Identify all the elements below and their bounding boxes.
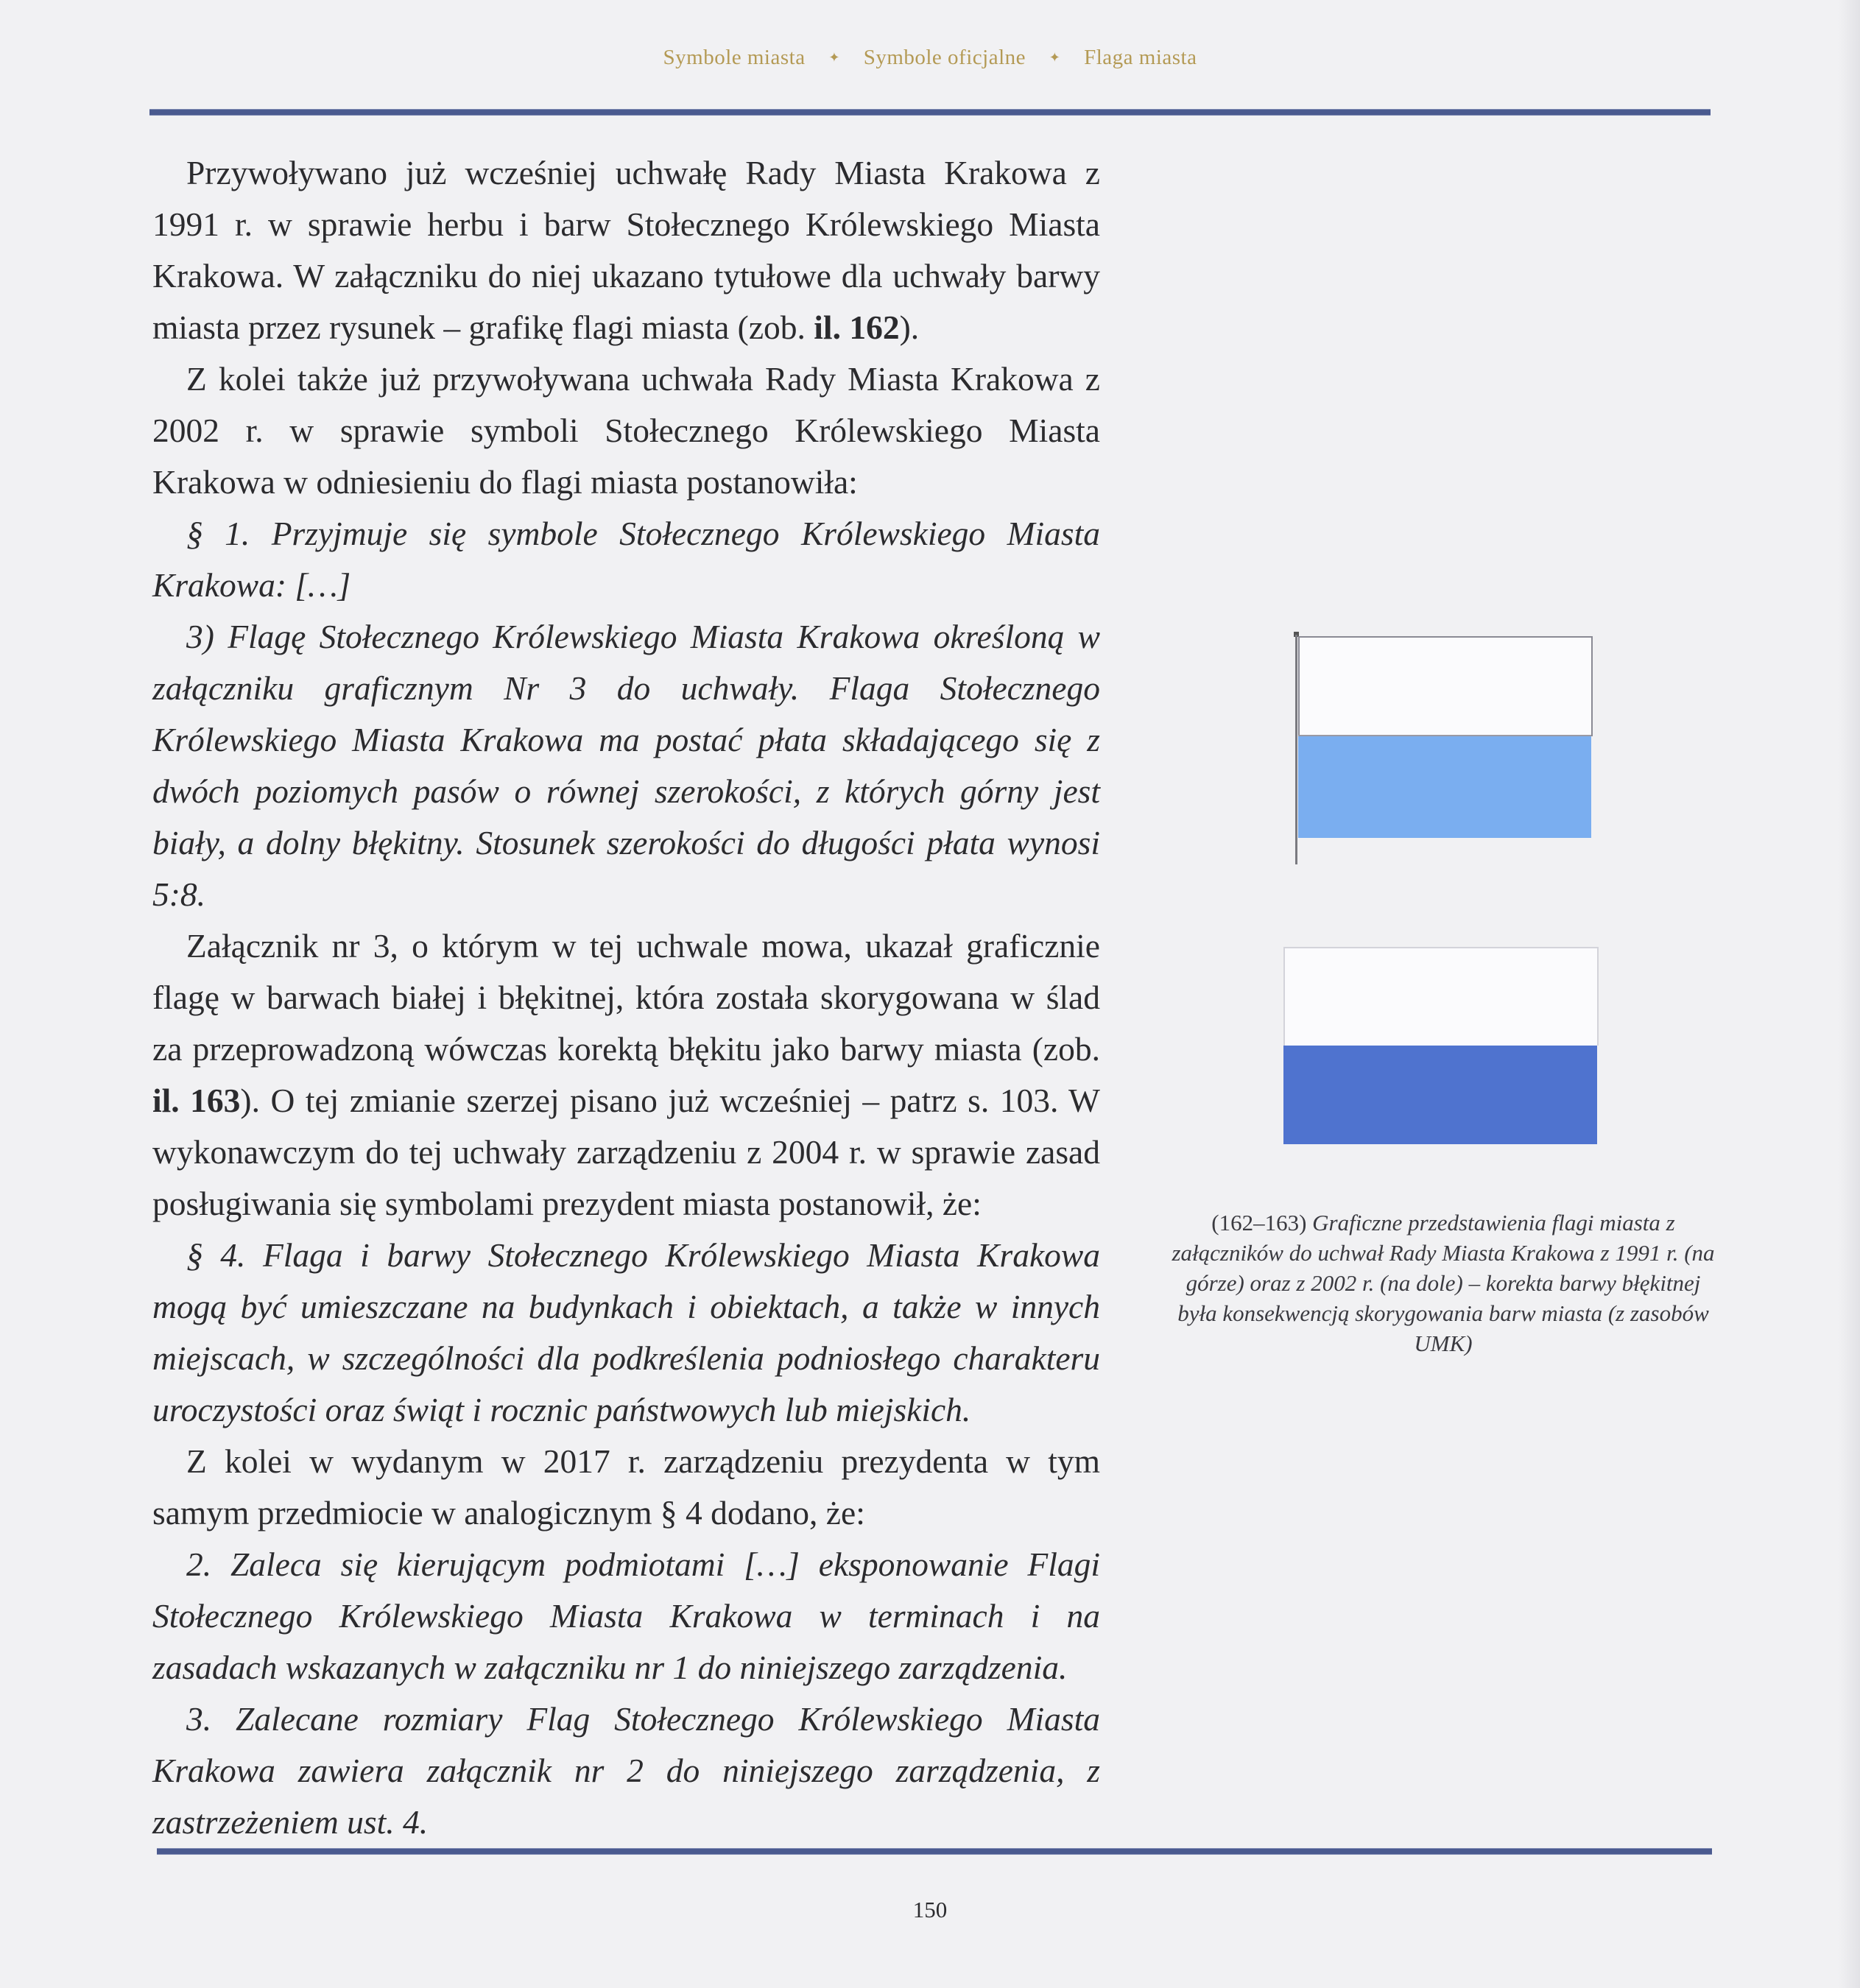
running-head-section: Symbole miasta bbox=[663, 46, 806, 69]
footer-rule bbox=[157, 1848, 1712, 1855]
flag-white-stripe bbox=[1283, 947, 1599, 1046]
flag-white-stripe bbox=[1298, 636, 1593, 736]
paragraph: Z kolei w wydanym w 2017 r. zarządzeniu prezydenta w tym samym przedmiocie w analogicznym § 4 dodano, że: bbox=[152, 1442, 1100, 1531]
flagpole bbox=[1295, 635, 1297, 864]
separator-icon: ✦ bbox=[828, 50, 840, 65]
figure-ref: il. 163 bbox=[152, 1082, 241, 1119]
flag-blue-stripe bbox=[1283, 1046, 1597, 1144]
caption-numbers: (162–163) bbox=[1211, 1210, 1307, 1236]
flag-blue-stripe bbox=[1298, 735, 1591, 838]
paragraph: Z kolei także już przywoływana uchwała Rady Miasta Krakowa z 2002 r. w sprawie symboli Stołecznego Królewskiego Miasta Krakowa w odniesieniu do flagi miasta postanowiła: bbox=[152, 360, 1100, 501]
header-rule bbox=[149, 109, 1711, 116]
running-head-topic: Flaga miasta bbox=[1084, 46, 1197, 69]
paragraph: Przywoływano już wcześniej uchwałę Rady Miasta Krakowa z 1991 r. w sprawie herbu i barw Stołecznego Królewskiego Miasta Krakowa. W załączniku do niej ukazano tytułowe dla uchwały barwy miasta przez rysunek – grafikę flagi miasta (zob. il. 162). bbox=[152, 154, 1100, 346]
paragraph: Załącznik nr 3, o którym w tej uchwale mowa, ukazał graficznie flagę w barwach białej i błękitnej, która została skorygowana w ślad za przeprowadzoną wówczas korektą błękitu jako barwy miasta (zob. il. 163). O tej zmianie szerzej pisano już wcześniej – patrz s. 103. W wykonawczym do tej uchwały zarządzeniu z 2004 r. w sprawie zasad posługiwania się symbolami prezydent miasta postanowił, że: bbox=[152, 927, 1100, 1222]
quote-paragraph: 3) Flagę Stołecznego Królewskiego Miasta Krakowa określoną w załączniku graficznym Nr 3 do uchwały. Flaga Stołecznego Królewskiego Miasta Krakowa ma postać płata składającego się z dwóch poziomych pasów o równej szerokości, z których górny jest biały, a dolny błękitny. Stosunek szerokości do długości płata wynosi 5:8. bbox=[152, 618, 1100, 913]
quote-paragraph: 2. Zaleca się kierującym podmiotami […] eksponowanie Flagi Stołecznego Królewskiego Miasta Krakowa w terminach i na zasadach wskazanych w załączniku nr 1 do niniejszego zarządzenia. bbox=[152, 1545, 1100, 1686]
figure-ref: il. 162 bbox=[814, 309, 900, 346]
flag-2002-illustration bbox=[1283, 947, 1599, 1144]
flag-1991-illustration bbox=[1290, 632, 1592, 867]
main-text bbox=[152, 147, 1100, 1848]
caption-text: Graficzne przedstawienia flagi miasta z załączników do uchwał Rady Miasta Krakowa z 1991 r. (na górze) oraz z 2002 r. (na dole) – korekta barwy błękitnej była konsekwencją skorygowania barw miasta (z zasobów UMK) bbox=[1172, 1210, 1715, 1356]
quote-paragraph: § 1. Przyjmuje się symbole Stołecznego Królewskiego Miasta Krakowa: […] bbox=[152, 515, 1100, 604]
page-number: 150 bbox=[912, 1897, 948, 1922]
page-spine-shadow bbox=[1838, 0, 1860, 1988]
running-head-subsection: Symbole oficjalne bbox=[863, 46, 1026, 69]
running-head bbox=[0, 46, 1860, 70]
figure-caption bbox=[1171, 1208, 1716, 1358]
quote-paragraph: 3. Zalecane rozmiary Flag Stołecznego Królewskiego Miasta Krakowa zawiera załącznik nr 2 do niniejszego zarządzenia, z zastrzeżeniem ust. 4. bbox=[152, 1700, 1100, 1841]
separator-icon: ✦ bbox=[1049, 50, 1061, 65]
quote-paragraph: § 4. Flaga i barwy Stołecznego Królewskiego Miasta Krakowa mogą być umieszczane na budynkach i obiektach, a także w innych miejscach, w szczególności dla podkreślenia podniosłego charakteru uroczystości oraz świąt i rocznic państwowych lub miejskich. bbox=[152, 1236, 1100, 1428]
